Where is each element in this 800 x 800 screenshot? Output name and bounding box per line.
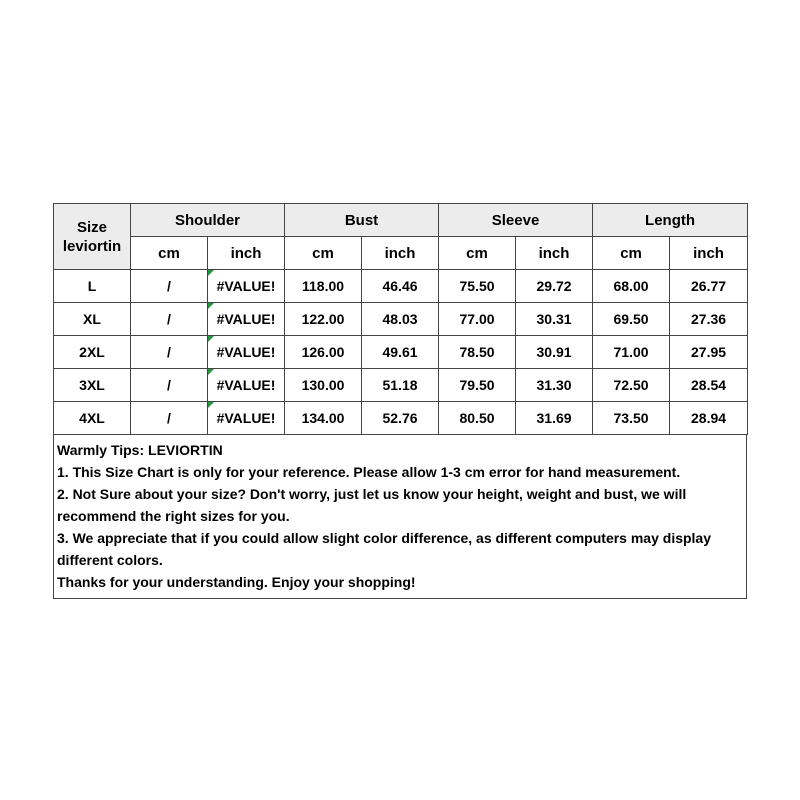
table-cell: 51.18 — [362, 369, 439, 402]
table-cell: / — [131, 336, 208, 369]
table-cell: 78.50 — [439, 336, 516, 369]
table-cell-error: #VALUE! — [208, 369, 285, 402]
table-cell-error: #VALUE! — [208, 303, 285, 336]
header-row-units — [54, 237, 748, 270]
size-chart — [53, 203, 747, 599]
table-row — [54, 402, 748, 435]
header-row-groups — [54, 204, 748, 237]
tips-title: Warmly Tips: LEVIORTIN — [57, 442, 223, 458]
table-cell: 73.50 — [593, 402, 670, 435]
size-header-line-1: Size — [76, 218, 107, 236]
tips-line-3: 3. We appreciate that if you could allow slight color difference, as different computers may display different colors. — [57, 530, 712, 568]
table-cell: 48.03 — [362, 303, 439, 336]
table-cell: 29.72 — [516, 270, 593, 303]
unit-header: inch — [670, 237, 748, 270]
table-cell: 46.46 — [362, 270, 439, 303]
table-cell: 31.69 — [516, 402, 593, 435]
table-cell: 75.50 — [439, 270, 516, 303]
table-cell: 52.76 — [362, 402, 439, 435]
size-table — [53, 203, 748, 435]
table-cell: 126.00 — [285, 336, 362, 369]
warm-tips — [53, 435, 747, 599]
table-cell: 118.00 — [285, 270, 362, 303]
group-header-bust: Bust — [285, 204, 439, 237]
size-cell: 4XL — [54, 402, 131, 435]
table-cell: / — [131, 369, 208, 402]
table-cell: / — [131, 303, 208, 336]
tips-line-2: 2. Not Sure about your size? Don't worry, just let us know your height, weight and bust, we will recommend the right sizes for you. — [57, 486, 687, 524]
size-cell: XL — [54, 303, 131, 336]
table-cell: 79.50 — [439, 369, 516, 402]
table-row — [54, 270, 748, 303]
unit-header: inch — [208, 237, 285, 270]
unit-header: cm — [131, 237, 208, 270]
table-cell: 134.00 — [285, 402, 362, 435]
unit-header: cm — [285, 237, 362, 270]
table-cell: 30.91 — [516, 336, 593, 369]
group-header-shoulder: Shoulder — [131, 204, 285, 237]
tips-line-1: 1. This Size Chart is only for your reference. Please allow 1-3 cm error for hand measurement. — [57, 464, 681, 480]
unit-header: cm — [439, 237, 516, 270]
table-row — [54, 369, 748, 402]
group-header-sleeve: Sleeve — [439, 204, 593, 237]
size-cell: 2XL — [54, 336, 131, 369]
table-cell-error: #VALUE! — [208, 402, 285, 435]
table-cell: 27.95 — [670, 336, 748, 369]
unit-header: inch — [362, 237, 439, 270]
table-cell: 122.00 — [285, 303, 362, 336]
table-cell: 80.50 — [439, 402, 516, 435]
size-header-line-2: leviortin — [62, 237, 122, 255]
size-header-cell — [54, 204, 131, 270]
table-cell: 77.00 — [439, 303, 516, 336]
table-cell: 31.30 — [516, 369, 593, 402]
table-cell: 49.61 — [362, 336, 439, 369]
unit-header: inch — [516, 237, 593, 270]
table-cell: 69.50 — [593, 303, 670, 336]
table-cell: 28.94 — [670, 402, 748, 435]
table-cell: 28.54 — [670, 369, 748, 402]
table-cell: 71.00 — [593, 336, 670, 369]
size-cell: L — [54, 270, 131, 303]
table-cell: 68.00 — [593, 270, 670, 303]
table-cell: 72.50 — [593, 369, 670, 402]
unit-header: cm — [593, 237, 670, 270]
size-cell: 3XL — [54, 369, 131, 402]
table-cell: 130.00 — [285, 369, 362, 402]
table-cell: 26.77 — [670, 270, 748, 303]
table-cell: 30.31 — [516, 303, 593, 336]
group-header-length: Length — [593, 204, 748, 237]
table-cell-error: #VALUE! — [208, 270, 285, 303]
table-row — [54, 336, 748, 369]
tips-closing: Thanks for your understanding. Enjoy your shopping! — [57, 574, 416, 590]
table-row — [54, 303, 748, 336]
table-cell: 27.36 — [670, 303, 748, 336]
table-cell-error: #VALUE! — [208, 336, 285, 369]
table-cell: / — [131, 402, 208, 435]
table-cell: / — [131, 270, 208, 303]
